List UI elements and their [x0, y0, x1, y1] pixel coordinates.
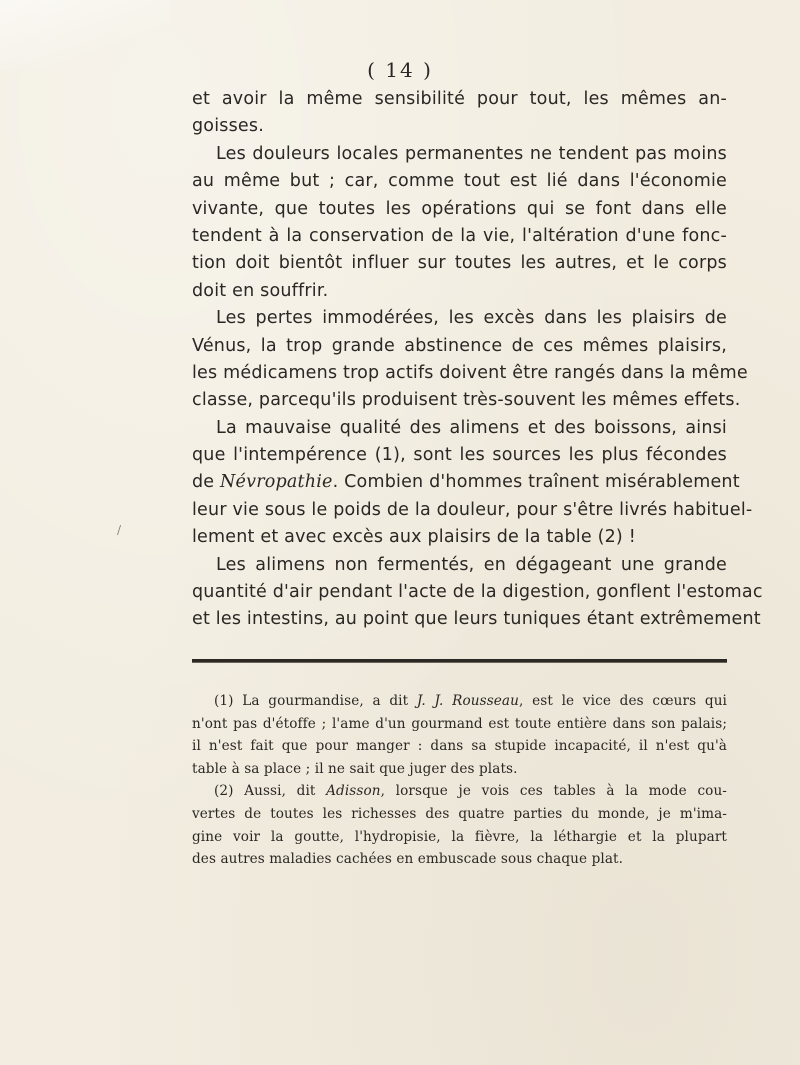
footnote-line — [192, 848, 727, 871]
text-run: vivante, que toutes les opérations qui se font dans elle — [192, 198, 727, 219]
text-run: gine voir la goutte, l'hydropisie, la fièvre, la léthargie et la plupart — [192, 828, 727, 845]
main-text-body — [192, 86, 763, 634]
text-run: des autres maladies cachées en embuscade sous chaque plat. — [192, 851, 624, 868]
text-run: tendent à la conservation de la vie, l'altération d'une fonc- — [192, 225, 727, 246]
text-run: Vénus, la trop grande abstinence de ces mêmes plaisirs, — [192, 335, 727, 356]
text-run: Les alimens non fermentés, en dégageant une grande — [216, 554, 727, 575]
text-run: , est le vice des cœurs qui — [518, 693, 727, 709]
text-line — [192, 552, 727, 579]
text-run: leur vie sous le poids de la douleur, pour s'être livrés habituel- — [192, 499, 753, 520]
text-run: goisses. — [192, 116, 264, 137]
text-run: de — [192, 472, 221, 493]
text-line — [192, 360, 748, 387]
footnote-line — [192, 826, 727, 849]
text-run: doit en souffrir. — [192, 280, 329, 301]
text-line — [192, 415, 727, 442]
text-run: tion doit bientôt influer sur toutes les autres, et le corps — [192, 253, 727, 274]
text-run: et les intestins, au point que leurs tuniques étant extrêmement — [192, 609, 761, 630]
text-line — [192, 606, 761, 633]
text-run: vertes de toutes les richesses des quatre parties du monde, je m'ima- — [192, 805, 727, 822]
text-run: , lorsque je vois ces tables à la mode cou- — [380, 783, 727, 800]
text-run: que l'intempérence (1), sont les sources les plus fécondes — [192, 445, 727, 466]
text-line — [192, 387, 741, 414]
text-run: quantité d'air pendant l'acte de la digestion, gonflent l'estomac — [192, 582, 763, 603]
italic-text: Adisson — [326, 783, 381, 800]
text-run: (1) La gourmandise, a dit — [214, 693, 417, 709]
text-run: et avoir la même sensibilité pour tout, les mêmes an- — [192, 89, 727, 109]
text-run: les médicamens trop actifs doivent être rangés dans la même — [192, 362, 748, 383]
text-line — [192, 196, 727, 223]
footnote-line — [192, 780, 727, 803]
text-line — [192, 579, 763, 606]
text-line — [192, 442, 727, 469]
text-line — [192, 305, 727, 332]
text-line — [192, 250, 727, 277]
footnote-line — [192, 803, 727, 826]
text-run: n'ont pas d'étoffe ; l'ame d'un gourmand est toute entière dans son palais; — [192, 715, 727, 732]
text-run: . Combien d'hommes traînent misérablement — [332, 472, 740, 493]
text-line — [192, 86, 727, 113]
text-run: il n'est fait que pour manger : dans sa stupide incapacité, il n'est qu'à — [192, 738, 727, 755]
text-run: au même but ; car, comme tout est lié dans l'économie — [192, 171, 727, 192]
text-line — [192, 469, 740, 496]
text-run: La mauvaise qualité des alimens et des boissons, ainsi — [216, 417, 727, 438]
text-run: Les pertes immodérées, les excès dans les plaisirs de — [216, 308, 727, 329]
margin-mark: / — [117, 523, 122, 537]
page-number: ( 14 ) — [367, 58, 433, 82]
text-run: classe, parcequ'ils produisent très-souvent les mêmes effets. — [192, 390, 741, 411]
text-run: table à sa place ; il ne sait que juger des plats. — [192, 760, 518, 777]
text-line — [192, 333, 727, 360]
text-line — [192, 168, 727, 195]
text-line — [192, 141, 727, 168]
text-run: lement et avec excès aux plaisirs de la table (2) ! — [192, 527, 636, 548]
footnote-line — [192, 713, 727, 736]
text-line — [192, 524, 727, 551]
text-run: (2) Aussi, dit — [214, 783, 327, 800]
footnote-line — [192, 758, 727, 781]
footnote-divider-rule — [192, 659, 727, 663]
italic-text: Névropathie — [220, 472, 333, 493]
footnotes — [192, 690, 727, 871]
text-line — [192, 113, 727, 140]
text-line — [192, 278, 727, 305]
footnote-line — [192, 735, 727, 758]
footnote-line — [192, 690, 727, 713]
italic-text: J. J. Rousseau — [416, 693, 519, 709]
text-run: Les douleurs locales permanentes ne tendent pas moins — [216, 143, 727, 164]
text-line — [192, 497, 753, 524]
text-line — [192, 223, 727, 250]
